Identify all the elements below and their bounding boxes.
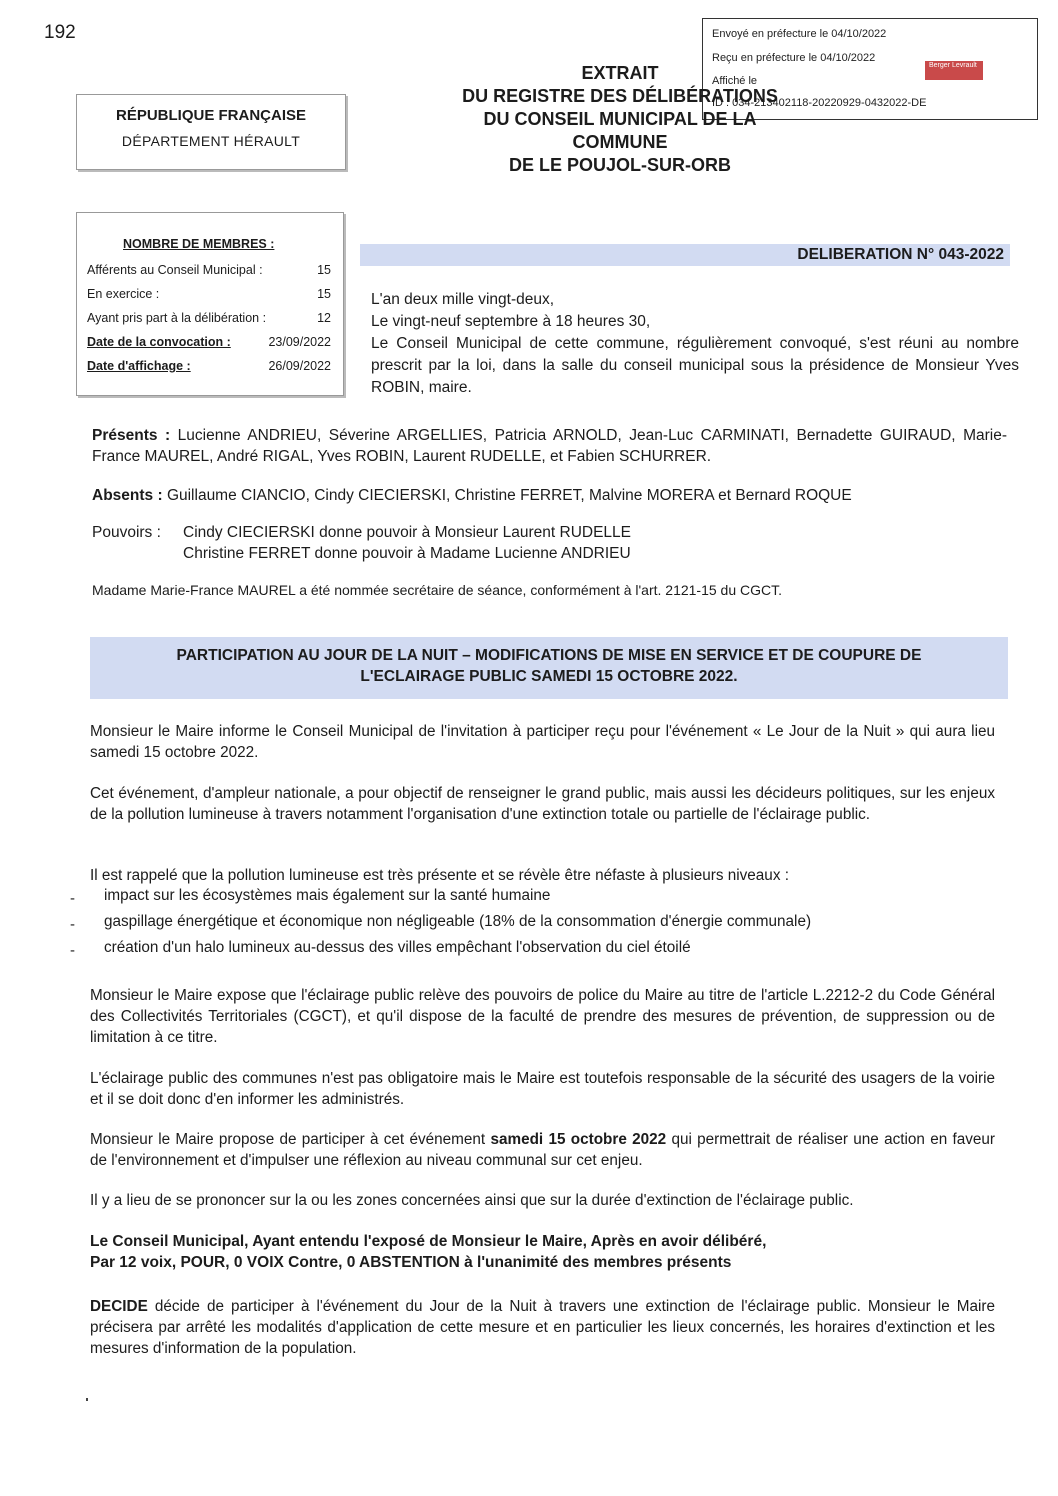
paragraph-decision — [90, 1296, 995, 1359]
stamp-posted: Affiché le — [712, 75, 758, 87]
document-header — [380, 62, 860, 177]
bullet-marker: - — [70, 890, 75, 907]
paragraph-event: Cet événement, d'ampleur nationale, a pour objectif de renseigner le grand public, mais aussi les décideurs politiques, sur les enjeux de la pollution lumineuse à travers notamment l'organisation d'une extinction totale ou partielle de l'éclairage public. — [90, 785, 995, 823]
members-row — [87, 263, 331, 281]
proposal-date: samedi 15 octobre 2022 — [490, 1131, 667, 1148]
present-members — [92, 425, 1007, 467]
proxy-1: Cindy CIECIERSKI donne pouvoir à Monsieur Laurent RUDELLE — [183, 524, 632, 541]
members-row — [87, 359, 331, 377]
members-row-label: Ayant pris part à la délibération : — [87, 311, 267, 325]
header-line-5: DE LE POUJOL-SUR-ORB — [508, 155, 731, 175]
preamble-year: L'an deux mille vingt-deux, — [371, 291, 555, 308]
vote-intro: Le Conseil Municipal, Ayant entendu l'exposé de Monsieur le Maire, Après en avoir délibéré, — [90, 1233, 767, 1250]
section-title-line-1: PARTICIPATION AU JOUR DE LA NUIT – MODIFICATIONS DE MISE EN SERVICE ET DE COUPURE DE — [176, 647, 922, 664]
scan-speck — [86, 1398, 88, 1401]
proxies-label: Pouvoirs : — [92, 524, 161, 541]
paragraph-proposal — [90, 1129, 995, 1171]
stamp-received: Reçu en préfecture le 04/10/2022 — [712, 52, 876, 64]
vote-result: Par 12 voix, POUR, 0 VOIX Contre, 0 ABSTENTION à l'unanimité des membres présents — [90, 1254, 732, 1271]
stamp-id: ID : 034-213402118-20220929-0432022-DE — [712, 97, 927, 109]
present-list: Lucienne ANDRIEU, Séverine ARGELLIES, Patricia ARNOLD, Jean-Luc CARMINATI, Bernadette GUIRAUD, Marie-France MAUREL, André RIGAL, Yves ROBIN, Laurent RUDELLE, et Fabien SCHURRER. — [92, 427, 1008, 465]
members-row-value: 26/09/2022 — [268, 359, 331, 373]
page-number: 192 — [44, 22, 76, 43]
members-box — [76, 212, 344, 396]
proposal-text-start: Monsieur le Maire propose de participer à cet événement — [90, 1131, 491, 1148]
paragraph-pollution: Il est rappelé que la pollution lumineuse est très présente et se révèle être néfaste à plusieurs niveaux : — [90, 867, 789, 884]
preamble — [371, 289, 1019, 399]
section-title-line-2: L'ECLAIRAGE PUBLIC SAMEDI 15 OCTOBRE 2022. — [360, 668, 738, 685]
stamp-sent: Envoyé en préfecture le 04/10/2022 — [712, 28, 887, 40]
preamble-session: Le Conseil Municipal de cette commune, régulièrement convoqué, s'est réuni au nombre prescrit par la loi, dans la salle du conseil municipal sous la présidence de Monsieur Yves ROBIN, maire. — [371, 335, 1019, 396]
deliberation-number: DELIBERATION N° 043-2022 — [360, 244, 1010, 266]
members-row-value: 23/09/2022 — [268, 335, 331, 349]
republic-box — [76, 94, 346, 170]
members-row-label: Afférents au Conseil Municipal : — [87, 263, 263, 277]
absent-label: Absents : — [92, 487, 163, 504]
members-row-value: 15 — [317, 263, 331, 277]
paragraph-police-powers: Monsieur le Maire expose que l'éclairage public relève des pouvoirs de police du Maire au titre de l'article L.2212-2 du Code Général des Collectivités Territoriales (CGCT), et qu'il dispose de la faculté de prendre des mesures de prévention, de suppression ou de limitation à ce titre. — [90, 987, 995, 1046]
department-label: DÉPARTEMENT HÉRAULT — [121, 133, 301, 149]
members-row — [87, 335, 331, 353]
bullet-marker: - — [70, 942, 75, 959]
secretary-note: Madame Marie-France MAUREL a été nommée secrétaire de séance, conformément à l'art. 2121-15 du CGCT. — [92, 582, 783, 598]
proxy-2: Christine FERRET donne pouvoir à Madame Lucienne ANDRIEU — [183, 545, 631, 562]
present-label: Présents : — [92, 427, 171, 444]
members-row-value: 15 — [317, 287, 331, 301]
header-line-1: EXTRAIT — [581, 63, 659, 83]
members-row-value: 12 — [317, 311, 331, 325]
decide-label: DECIDE — [90, 1298, 148, 1315]
members-title: NOMBRE DE MEMBRES : — [123, 237, 275, 251]
header-line-3: DU CONSEIL MUNICIPAL DE LA — [483, 109, 757, 129]
bullet-item: création d'un halo lumineux au-dessus des villes empêchant l'observation du ciel étoilé — [104, 939, 691, 956]
absent-members — [92, 487, 852, 505]
members-row — [87, 287, 331, 305]
proposal-text-end: qui permettrait de réaliser une action en faveur de l'environnement et d'impulser une réflexion au niveau communal sur cet enjeu. — [90, 1131, 996, 1169]
bullet-item: impact sur les écosystèmes mais également sur la santé humaine — [104, 887, 551, 904]
republic-label: RÉPUBLIQUE FRANÇAISE — [115, 107, 306, 124]
decide-text: décide de participer à l'événement du Jour de la Nuit à travers une extinction de l'éclairage public. Monsieur le Maire précisera par arrêté les modalités d'application de cette mesure et en particulier les lieux concernés, les horaires d'extinction et les mesures d'information de la population. — [90, 1298, 995, 1357]
bullet-marker: - — [70, 916, 75, 933]
members-row-label: Date d'affichage : — [87, 359, 191, 373]
paragraph-responsibility: L'éclairage public des communes n'est pas obligatoire mais le Maire est toutefois responsable de la sécurité des usagers de la voirie et il se doit donc d'en informer les administrés. — [90, 1070, 995, 1108]
preamble-date: Le vingt-neuf septembre à 18 heures 30, — [371, 313, 651, 330]
absent-list: Guillaume CIANCIO, Cindy CIECIERSKI, Christine FERRET, Malvine MORERA et Bernard ROQUE — [166, 487, 852, 504]
paragraph-zones: Il y a lieu de se prononcer sur la ou les zones concernées ainsi que sur la durée d'extinction de l'éclairage public. — [90, 1192, 854, 1209]
paragraph-invitation: Monsieur le Maire informe le Conseil Municipal de l'invitation à participer reçu pour l'événement « Le Jour de la Nuit » qui aura lieu samedi 15 octobre 2022. — [90, 723, 995, 761]
section-title — [90, 637, 1008, 699]
header-line-4: COMMUNE — [572, 132, 668, 152]
header-line-2: DU REGISTRE DES DÉLIBÉRATIONS — [462, 86, 778, 106]
berger-levrault-logo: Berger Levrault — [925, 61, 983, 80]
members-row-label: En exercice : — [87, 287, 160, 301]
members-row — [87, 311, 331, 329]
members-row-label: Date de la convocation : — [87, 335, 231, 349]
bullet-item: gaspillage énergétique et économique non négligeable (18% de la consommation d'énergie communale) — [104, 913, 812, 930]
